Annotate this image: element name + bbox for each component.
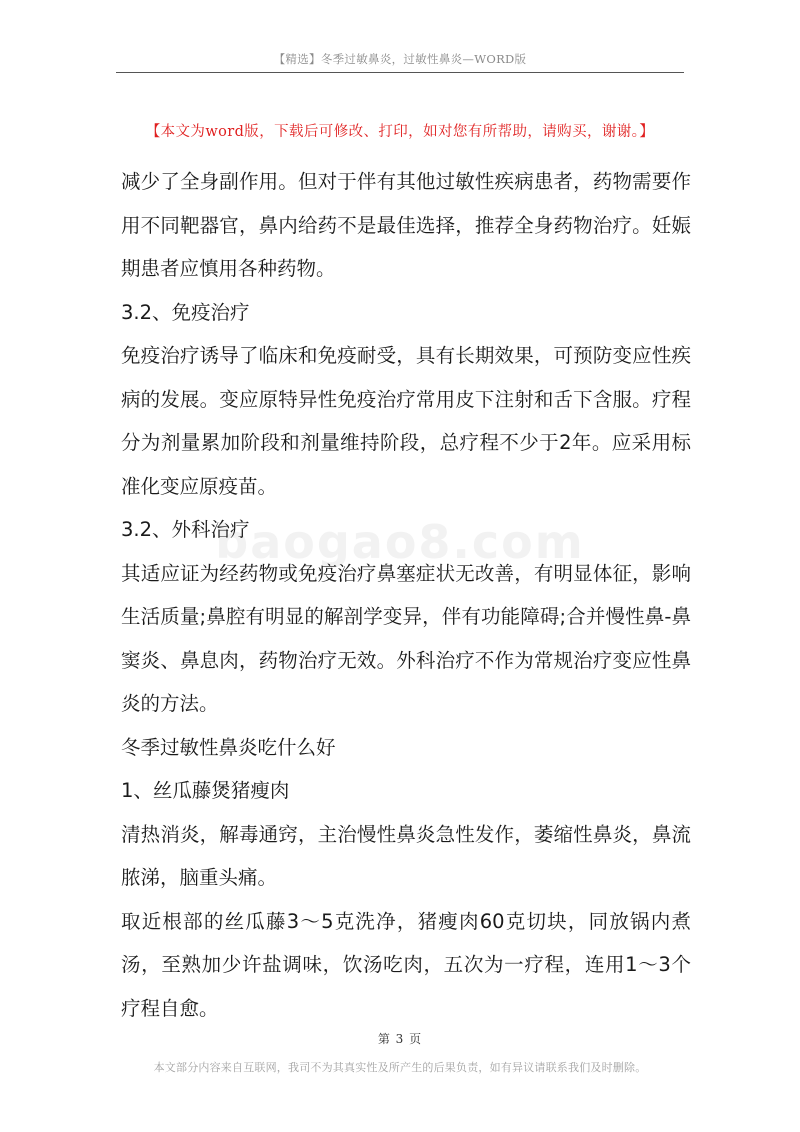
page-number: 第 3 页 xyxy=(377,1032,423,1046)
section-heading: 3.2、外科治疗 xyxy=(121,518,250,541)
paragraph: 取近根部的丝瓜藤3～5克洗净，猪瘦肉60克切块，同放锅内煮汤，至熟加少许盐调味，饮汤吃肉，五次为一疗程，连用1～3个疗程自愈。 xyxy=(121,909,691,1020)
section-heading: 冬季过敏性鼻炎吃什么好 xyxy=(121,735,336,759)
document-body xyxy=(121,160,691,1030)
subsection-heading: 1、丝瓜藤煲猪瘦肉 xyxy=(121,779,290,802)
watermark: baogao8.com xyxy=(215,515,585,569)
header-divider xyxy=(116,72,684,73)
footer-disclaimer: 本文部分内容来自互联网，我司不为其真实性及所产生的后果负责，如有异议请联系我们及时删除。 xyxy=(153,1061,647,1074)
paragraph: 清热消炎，解毒通窍，主治慢性鼻炎急性发作，萎缩性鼻炎，鼻流脓涕，脑重头痛。 xyxy=(121,822,691,889)
paragraph: 其适应证为经药物或免疫治疗鼻塞症状无改善，有明显体征，影响生活质量;鼻腔有明显的解剖学变异，伴有功能障碍;合并慢性鼻-鼻窦炎、鼻息肉，药物治疗无效。外科治疗不作为常规治疗变应性鼻炎的方法。 xyxy=(121,561,691,715)
download-notice: 【本文为word版，下载后可修改、打印，如对您有所帮助，请购买，谢谢。】 xyxy=(145,124,655,140)
section-heading: 3.2、免疫治疗 xyxy=(121,300,250,324)
document-header: 【精选】冬季过敏鼻炎，过敏性鼻炎—WORD版 xyxy=(273,52,527,66)
paragraph: 免疫治疗诱导了临床和免疫耐受，具有长期效果，可预防变应性疾病的发展。变应原特异性免疫治疗常用皮下注射和舌下含服。疗程分为剂量累加阶段和剂量维持阶段，总疗程不少于2年。应采用标准化变应原疫苗。 xyxy=(121,344,691,498)
paragraph: 减少了全身副作用。但对于伴有其他过敏性疾病患者，药物需要作用不同靶器官，鼻内给药不是最佳选择，推荐全身药物治疗。妊娠期患者应慎用各种药物。 xyxy=(121,170,691,280)
